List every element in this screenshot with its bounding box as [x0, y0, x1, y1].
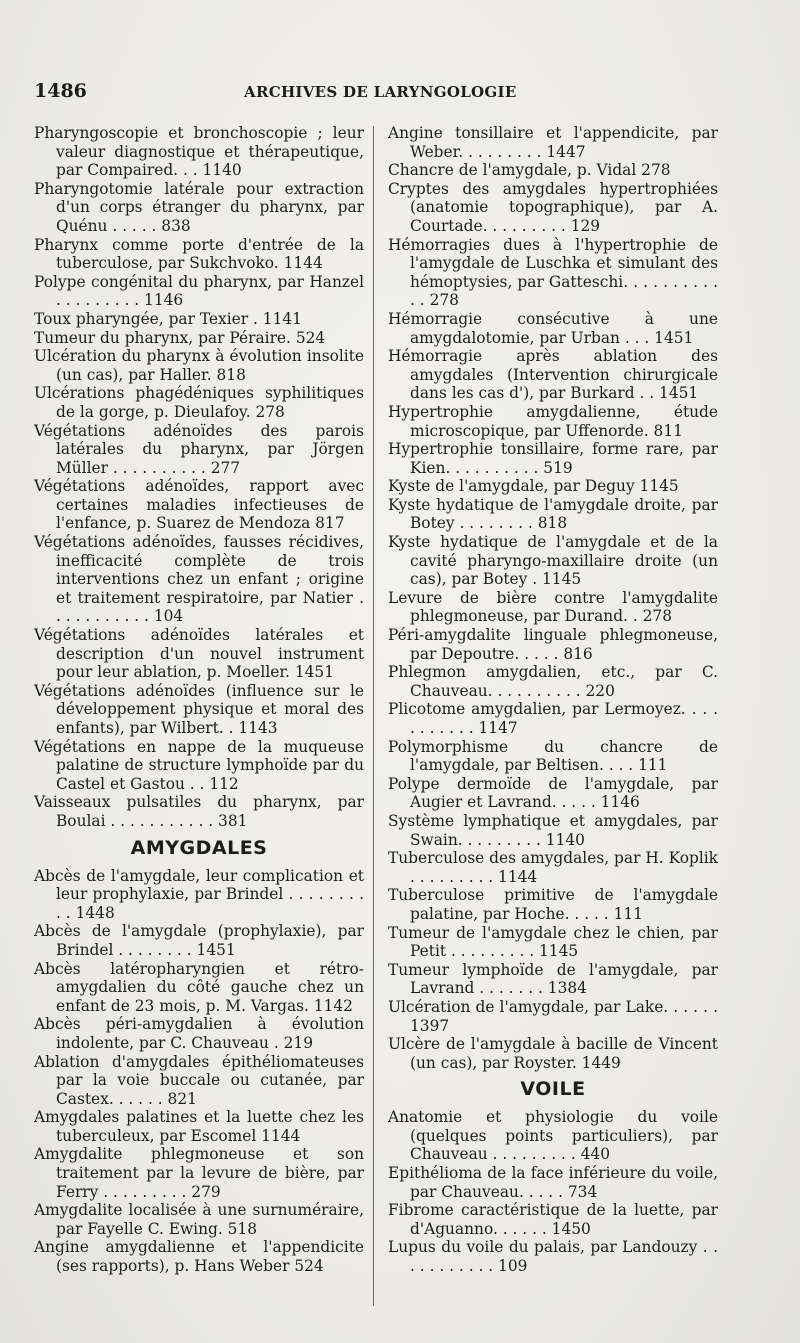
- index-entry: Pharynx comme porte d'entrée de la tuberculose, par Sukchvoko. 1144: [34, 235, 364, 273]
- index-entry: Ulcération de l'amygdale, par Lake. . . . . . 1397: [388, 997, 718, 1035]
- index-entry: Plicotome amygdalien, par Lermoyez. . . . . . . . . . . 1147: [388, 700, 718, 737]
- index-entry: Phlegmon amygdalien, etc., par C. Chauveau. . . . . . . . . . 220: [388, 663, 718, 700]
- index-entry: Tumeur lymphoïde de l'amygdale, par Lavrand . . . . . . . 1384: [388, 960, 718, 998]
- index-entry: Ulcérations phagédéniques syphilitiques de la gorge, p. Dieulafoy. 278: [34, 384, 364, 421]
- index-entry: Toux pharyngée, par Texier . 1141: [34, 309, 302, 328]
- index-entry: Ulcère de l'amygdale à bacille de Vincent (un cas), par Royster. 1449: [388, 1035, 718, 1072]
- index-entry: Tuberculose primitive de l'amygdale palatine, par Hoche. . . . . 111: [388, 886, 718, 923]
- index-entry: Végétations adénoïdes (influence sur le développement physique et moral des enfants), par Wilbert. . 1143: [34, 681, 364, 737]
- right-column: [388, 124, 718, 1276]
- index-entry: Amygdalite phlegmoneuse et son traitement par la levure de bière, par Ferry . . . . . . . . . 279: [34, 1145, 364, 1201]
- index-entry: Polype dermoïde de l'amygdale, par Augier et Lavrand. . . . . 1146: [388, 774, 718, 812]
- index-entry: Végétations adénoïdes, fausses récidives, inefficacité complète de trois interventions chez un enfant ; origine et traitement respiratoire, par Natier . . . . . . . . . . . 104: [34, 533, 364, 626]
- running-title: ARCHIVES DE LARYNGOLOGIE: [244, 83, 517, 101]
- index-entry: Végétations adénoïdes, rapport avec certaines maladies infectieuses de l'enfance, p. Suarez de Mendoza 817: [34, 477, 364, 533]
- amygdales-entries-right: [388, 124, 718, 1072]
- index-entry: Tumeur de l'amygdale chez le chien, par Petit . . . . . . . . . 1145: [388, 923, 718, 961]
- index-entry: Polymorphisme du chancre de l'amygdale, par Beltisen. . . . 111: [388, 737, 718, 775]
- section-heading-voile: VOILE: [520, 1078, 586, 1101]
- index-entry: Système lymphatique et amygdales, par Swain. . . . . . . . . 1140: [388, 811, 718, 849]
- index-entry: Végétations adénoïdes des parois latérales du pharynx, par Jörgen Müller . . . . . . . . . . 277: [34, 421, 364, 477]
- index-entry: Végétations adénoïdes latérales et description d'un nouvel instrument pour leur ablation, p. Moeller. 1451: [34, 626, 364, 682]
- index-entry: Amygdales palatines et la luette chez les tuberculeux, par Escomel 1144: [34, 1108, 364, 1145]
- index-entry: Chancre de l'amygdale, p. Vidal 278: [388, 161, 671, 180]
- index-entry: Lupus du voile du palais, par Landouzy . . . . . . . . . . . 109: [388, 1238, 718, 1276]
- left-column: [34, 124, 364, 1276]
- index-entry: Amygdalite localisée à une surnuméraire, par Fayelle C. Ewing. 518: [34, 1201, 364, 1238]
- index-entry: Vaisseaux pulsatiles du pharynx, par Boulai . . . . . . . . . . . 381: [34, 793, 364, 830]
- index-entry: Abcès de l'amygdale (prophylaxie), par Brindel . . . . . . . . 1451: [34, 922, 364, 959]
- index-entry: Pharyngoscopie et bronchoscopie ; leur valeur diagnostique et thérapeutique, par Compaired. . . 1140: [34, 124, 364, 180]
- index-entry: Anatomie et physiologie du voile (quelques points particuliers), par Chauveau . . . . . . . . . 440: [388, 1108, 718, 1164]
- page-header: [34, 80, 740, 106]
- index-entry: Hémorragies dues à l'hypertrophie de l'amygdale de Luschka et simulant des hémoptysies, par Gatteschi. . . . . . . . . . . . 278: [388, 235, 718, 310]
- index-entry: Polype congénital du pharynx, par Hanzel . . . . . . . . . 1146: [34, 272, 364, 310]
- index-entry: Tumeur du pharynx, par Péraire. 524: [34, 328, 326, 347]
- index-entry: Pharyngotomie latérale pour extraction d'un corps étranger du pharynx, par Quénu . . . . . 838: [34, 179, 364, 235]
- section-heading-amygdales: AMYGDALES: [130, 836, 268, 859]
- index-entry: Ulcération du pharynx à évolution insolite (un cas), par Haller. 818: [34, 347, 364, 384]
- index-entry: Végétations en nappe de la muqueuse palatine de structure lymphoïde par du Castel et Gastou . . 112: [34, 737, 364, 793]
- index-entry: Ablation d'amygdales épithéliomateuses par la voie buccale ou cutanée, par Castex. . . . . . 821: [34, 1052, 364, 1108]
- index-entry: Hémorragie consécutive à une amygdalotomie, par Urban . . . 1451: [388, 309, 718, 347]
- pharynx-entries: [34, 124, 364, 831]
- index-entry: Levure de bière contre l'amygdalite phlegmoneuse, par Durand. . 278: [388, 588, 718, 626]
- voile-entries: [388, 1108, 718, 1275]
- amygdales-entries-left: [34, 867, 364, 1276]
- index-entry: Hémorragie après ablation des amygdales (Intervention chirurgicale dans les cas d'), par Burkard . . 1451: [388, 347, 718, 403]
- index-entry: Angine amygdalienne et l'appendicite (ses rapports), p. Hans Weber 524: [34, 1238, 364, 1276]
- column-divider: [373, 126, 374, 1306]
- index-entry: Abcès de l'amygdale, leur complication et leur prophylaxie, par Brindel . . . . . . . . . . 1448: [34, 866, 364, 922]
- index-entry: Hypertrophie amygdalienne, étude microscopique, par Uffenorde. 811: [388, 402, 718, 440]
- index-entry: Tuberculose des amygdales, par H. Koplik . . . . . . . . . 1144: [388, 849, 718, 886]
- index-entry: Péri-amygdalite linguale phlegmoneuse, par Depoutre. . . . . 816: [388, 626, 718, 663]
- index-entry: Abcès latéropharyngien et rétro-amygdalien du côté gauche chez un enfant de 23 mois, p. M. Vargas. 1142: [34, 959, 364, 1015]
- index-entry: Fibrome caractéristique de la luette, par d'Aguanno. . . . . . 1450: [388, 1201, 718, 1238]
- index-entry: Hypertrophie tonsillaire, forme rare, par Kien. . . . . . . . . . 519: [388, 440, 718, 477]
- index-entry: Kyste hydatique de l'amygdale et de la cavité pharyngo-maxillaire droite (un cas), par Botey . 1145: [388, 533, 718, 589]
- index-entry: Abcès péri-amygdalien à évolution indolente, par C. Chauveau . 219: [34, 1015, 364, 1052]
- index-entry: Cryptes des amygdales hypertrophiées (anatomie topographique), par A. Courtade. . . . . . . . . 129: [388, 179, 718, 235]
- index-entry: Epithélioma de la face inférieure du voile, par Chauveau. . . . . 734: [388, 1164, 718, 1201]
- index-entry: Angine tonsillaire et l'appendicite, par Weber. . . . . . . . . 1447: [388, 124, 718, 161]
- page-number: 1486: [34, 80, 87, 102]
- index-entry: Kyste hydatique de l'amygdale droite, par Botey . . . . . . . . 818: [388, 495, 718, 533]
- index-entry: Kyste de l'amygdale, par Deguy 1145: [388, 477, 679, 496]
